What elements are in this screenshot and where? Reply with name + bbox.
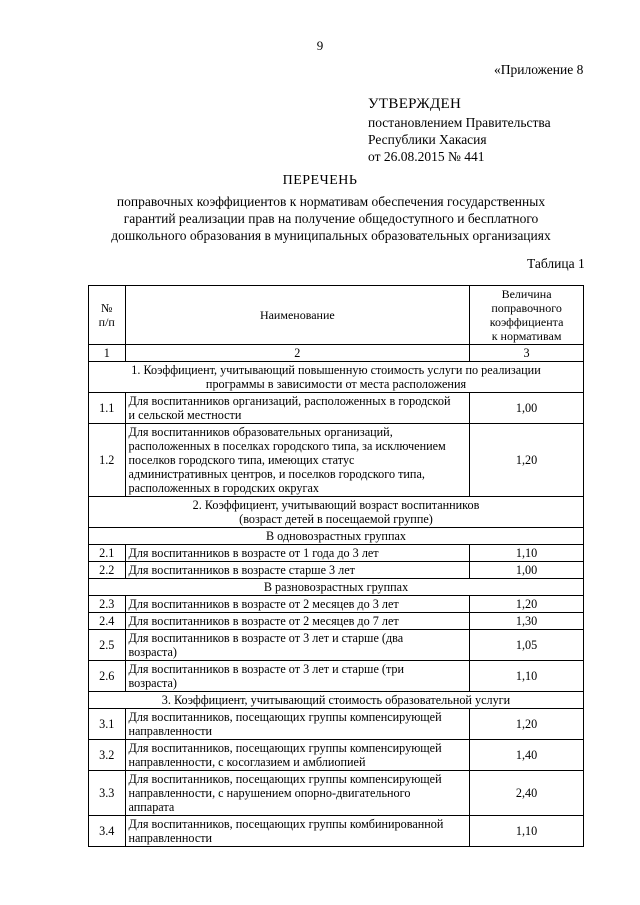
row-number-cell: 2.6 <box>89 661 126 692</box>
row-value-cell: 1,10 <box>470 545 584 562</box>
subtitle-line: дошкольного образования в муниципальных образовательных организациях <box>111 228 551 243</box>
cell-text-line: поселков городского типа, имеющих статус <box>128 453 355 467</box>
cell-text-line: Для воспитанников в возрасте старше 3 лет <box>128 563 355 577</box>
table-row <box>89 424 584 497</box>
header-value-cell <box>470 286 584 345</box>
header-name-cell: Наименование <box>125 286 470 345</box>
approval-line: постановлением Правительства <box>368 115 551 130</box>
header-value-line: поправочного <box>491 301 562 315</box>
cell-text-line: В одновозрастных группах <box>266 529 406 543</box>
column-number-cell: 1 <box>89 345 126 362</box>
row-value-cell: 1,40 <box>470 740 584 771</box>
row-number-cell: 3.3 <box>89 771 126 816</box>
row-number-cell: 3.2 <box>89 740 126 771</box>
cell-text-line: направленности <box>128 724 213 738</box>
cell-text-line: В разновозрастных группах <box>263 580 409 594</box>
cell-text-line: Для воспитанников образовательных организаций, <box>128 425 393 439</box>
document-title: ПЕРЕЧЕНЬ <box>282 173 358 188</box>
section-header-cell <box>89 692 584 709</box>
row-name-cell <box>125 562 470 579</box>
row-value-cell: 1,10 <box>470 661 584 692</box>
cell-text-line: расположенных в поселках городского типа, за исключением <box>128 439 446 453</box>
table-row <box>89 740 584 771</box>
cell-text-line: Для воспитанников, посещающих группы компенсирующей <box>128 741 442 755</box>
row-name-cell <box>125 613 470 630</box>
row-name-cell <box>125 771 470 816</box>
cell-text-line: Для воспитанников в возрасте от 2 месяцев до 3 лет <box>128 597 399 611</box>
row-number-cell: 2.5 <box>89 630 126 661</box>
cell-text-line: Для воспитанников, посещающих группы компенсирующей <box>128 772 442 786</box>
row-number-cell: 1.1 <box>89 393 126 424</box>
section-header-cell <box>89 362 584 393</box>
row-name-cell <box>125 661 470 692</box>
section-header-row <box>89 692 584 709</box>
approval-heading: УТВЕРЖДЕН <box>368 96 462 112</box>
table-row <box>89 709 584 740</box>
row-number-cell: 2.1 <box>89 545 126 562</box>
row-value-cell: 1,00 <box>470 393 584 424</box>
cell-text-line: 1. Коэффициент, учитывающий повышенную стоимость услуги по реализации <box>131 363 541 377</box>
row-value-cell: 1,30 <box>470 613 584 630</box>
row-value-cell: 1,10 <box>470 816 584 847</box>
row-number-cell: 2.2 <box>89 562 126 579</box>
row-name-cell <box>125 424 470 497</box>
table-header-row <box>89 286 584 345</box>
header-num-line: п/п <box>98 315 115 329</box>
cell-text-line: возраста) <box>128 645 177 659</box>
cell-text-line: Для воспитанников в возрасте от 1 года до 3 лет <box>128 546 379 560</box>
row-name-cell <box>125 393 470 424</box>
cell-text-line: аппарата <box>128 800 175 814</box>
cell-text-line: 3. Коэффициент, учитывающий стоимость образовательной услуги <box>161 693 511 707</box>
document-subtitle <box>90 193 572 244</box>
cell-text-line: Для воспитанников организаций, расположенных в городской <box>128 394 451 408</box>
approval-block <box>368 96 551 165</box>
cell-text-line: направленности, с нарушением опорно-двигательного <box>128 786 411 800</box>
cell-text-line: программы в зависимости от места расположения <box>205 377 467 391</box>
row-value-cell: 1,00 <box>470 562 584 579</box>
section-header-row <box>89 362 584 393</box>
cell-text-line: Для воспитанников в возрасте от 2 месяцев до 7 лет <box>128 614 399 628</box>
row-value-cell: 1,05 <box>470 630 584 661</box>
subsection-header-row <box>89 528 584 545</box>
table-row <box>89 562 584 579</box>
row-number-cell: 1.2 <box>89 424 126 497</box>
cell-text-line: Для воспитанников в возрасте от 3 лет и старше (два <box>128 631 404 645</box>
subtitle-line: поправочных коэффициентов к нормативам обеспечения государственных <box>116 194 546 209</box>
cell-text-line: административных центров, и поселков городского типа, <box>128 467 425 481</box>
row-name-cell <box>125 545 470 562</box>
row-number-cell: 2.4 <box>89 613 126 630</box>
row-value-cell: 2,40 <box>470 771 584 816</box>
row-value-cell: 1,20 <box>470 596 584 613</box>
cell-text-line: направленности <box>128 831 213 845</box>
row-value-cell: 1,20 <box>470 709 584 740</box>
column-number-cell: 3 <box>470 345 584 362</box>
annex-label: «Приложение 8 <box>494 62 584 77</box>
subsection-header-cell <box>89 528 584 545</box>
row-number-cell: 2.3 <box>89 596 126 613</box>
approval-line: от 26.08.2015 № 441 <box>368 149 485 164</box>
row-name-cell <box>125 709 470 740</box>
header-num-line: № <box>101 301 113 315</box>
cell-text-line: расположенных в городских округах <box>128 481 319 495</box>
column-number-cell: 2 <box>125 345 470 362</box>
cell-text-line: возраста) <box>128 676 177 690</box>
table-label: Таблица 1 <box>527 256 585 271</box>
table-row <box>89 613 584 630</box>
table-row <box>89 771 584 816</box>
header-value-line: Величина <box>501 287 552 301</box>
cell-text-line: направленности, с косоглазием и амблиопией <box>128 755 366 769</box>
cell-text-line: и сельской местности <box>128 408 242 422</box>
subsection-header-cell <box>89 579 584 596</box>
subsection-header-row <box>89 579 584 596</box>
subtitle-line: гарантий реализации прав на получение общедоступного и бесплатного <box>123 211 539 226</box>
row-name-cell <box>125 596 470 613</box>
section-header-cell <box>89 497 584 528</box>
cell-text-line: Для воспитанников, посещающих группы компенсирующей <box>128 710 442 724</box>
row-number-cell: 3.4 <box>89 816 126 847</box>
row-name-cell <box>125 740 470 771</box>
table-row <box>89 596 584 613</box>
table-row <box>89 661 584 692</box>
header-num-cell <box>89 286 126 345</box>
row-value-cell: 1,20 <box>470 424 584 497</box>
approval-line: Республики Хакасия <box>368 132 487 147</box>
row-name-cell <box>125 816 470 847</box>
row-name-cell <box>125 630 470 661</box>
header-value-line: коэффициента <box>489 315 564 329</box>
cell-text-line: Для воспитанников в возрасте от 3 лет и старше (три <box>128 662 405 676</box>
page-number: 9 <box>316 38 324 53</box>
cell-text-line: (возраст детей в посещаемой группе) <box>239 512 433 526</box>
section-header-row <box>89 497 584 528</box>
table-row <box>89 545 584 562</box>
header-value-line: к нормативам <box>491 329 562 343</box>
table-row <box>89 630 584 661</box>
table-row <box>89 816 584 847</box>
table-row <box>89 393 584 424</box>
cell-text-line: 2. Коэффициент, учитывающий возраст воспитанников <box>192 498 480 512</box>
column-number-row <box>89 345 584 362</box>
cell-text-line: Для воспитанников, посещающих группы комбинированной <box>128 817 444 831</box>
coefficients-table <box>88 285 584 847</box>
row-number-cell: 3.1 <box>89 709 126 740</box>
